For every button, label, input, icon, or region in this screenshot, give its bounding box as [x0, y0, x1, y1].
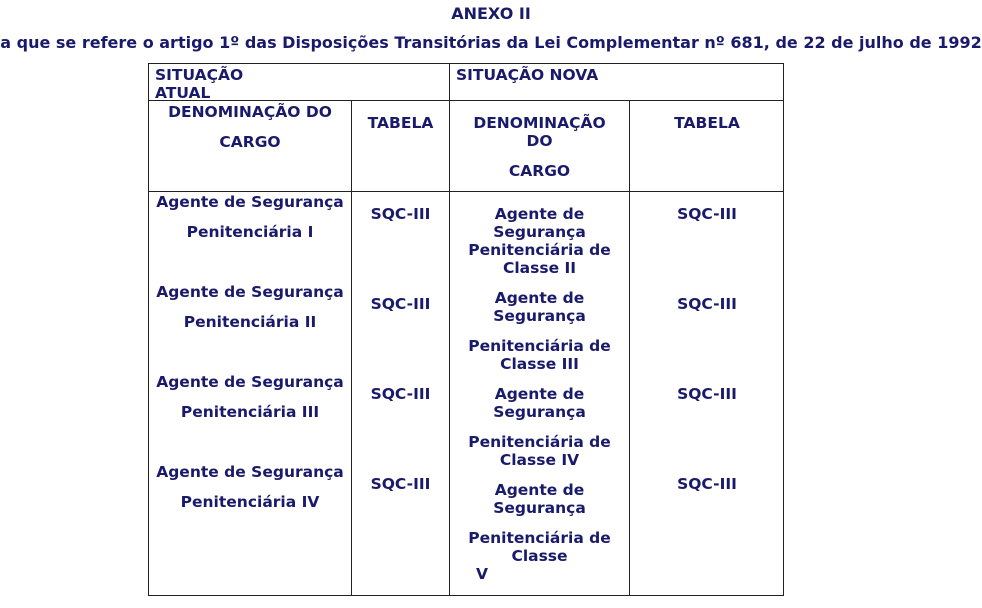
cargo-nova-line: Agente de — [494, 289, 585, 307]
header-tabela-atual: TABELA — [367, 114, 434, 132]
cargo-nova-line: Segurança — [493, 403, 586, 421]
cargo-atual-4-line1: Agente de Segurança — [156, 463, 344, 481]
cargo-atual-3-line1: Agente de Segurança — [156, 373, 344, 391]
cargo-atual-1-line1: Agente de Segurança — [156, 193, 344, 211]
cargo-atual-1-line2: Penitenciária I — [186, 223, 314, 241]
cargo-atual-2-line2: Penitenciária II — [183, 313, 317, 331]
tabela-nova-2: SQC-III — [677, 295, 737, 313]
cargo-nova-line: Agente de — [494, 205, 585, 223]
annex-title: ANEXO II — [451, 4, 531, 23]
header-situacao-nova: SITUAÇÃO NOVA — [456, 66, 599, 84]
header-denominacao-atual-line2: CARGO — [219, 133, 281, 151]
cargo-nova-line: Classe IV — [499, 451, 580, 469]
header-denominacao-nova-line2: DO — [526, 132, 553, 150]
cargo-nova-line: Segurança — [493, 307, 586, 325]
divider-atual-tabela — [351, 100, 352, 596]
cargo-atual-3 — [150, 373, 350, 421]
tabela-atual-2: SQC-III — [370, 295, 431, 313]
header-denominacao-nova-line3: CARGO — [508, 162, 571, 180]
cargo-nova-line: Classe II — [502, 259, 577, 277]
header-situacao-atual-line1: SITUAÇÃO — [155, 66, 244, 84]
cargo-nova-line: Segurança — [493, 499, 586, 517]
cargo-atual-2 — [150, 283, 350, 331]
cargo-nova-line: V — [476, 565, 488, 583]
cargo-nova-line: Agente de — [494, 385, 585, 403]
cargo-nova-line: Penitenciária de — [468, 337, 611, 355]
header-situacao-atual — [155, 66, 243, 102]
cargo-atual-4 — [150, 463, 350, 511]
cargo-atual-3-line2: Penitenciária III — [180, 403, 320, 421]
cargo-nova-line: Penitenciária de — [468, 529, 611, 547]
cargo-nova-line: Agente de — [494, 481, 585, 499]
cargo-atual-1 — [150, 193, 350, 241]
header-denominacao-nova-line1: DENOMINAÇÃO — [473, 114, 606, 132]
cargo-nova-line: Segurança — [493, 223, 586, 241]
tabela-atual-1: SQC-III — [370, 205, 431, 223]
tabela-atual-4: SQC-III — [370, 475, 431, 493]
tabela-nova-4: SQC-III — [677, 475, 737, 493]
cargo-atual-2-line1: Agente de Segurança — [156, 283, 344, 301]
header-situacao-atual-line2: ATUAL — [155, 84, 211, 102]
cargo-nova-line: Penitenciária de — [468, 433, 611, 451]
cargo-nova-line: Classe — [511, 547, 568, 565]
tabela-nova-1: SQC-III — [677, 205, 737, 223]
annex-subtitle: a que se refere o artigo 1º das Disposições Transitórias da Lei Complementar nº 681, de 22 de julho de 1992 — [0, 33, 982, 52]
header-denominacao-nova — [450, 114, 629, 180]
header-denominacao-atual — [150, 103, 350, 151]
tabela-atual-3: SQC-III — [370, 385, 431, 403]
cargo-nova-line: Penitenciária de — [468, 241, 611, 259]
cargo-atual-4-line2: Penitenciária IV — [180, 493, 320, 511]
header-denominacao-atual-line1: DENOMINAÇÃO DO — [168, 103, 332, 121]
divider-nova-tabela — [629, 100, 630, 596]
tabela-nova-3: SQC-III — [677, 385, 737, 403]
header-tabela-nova: TABELA — [674, 114, 740, 132]
cargo-nova-line: Classe III — [500, 355, 579, 373]
